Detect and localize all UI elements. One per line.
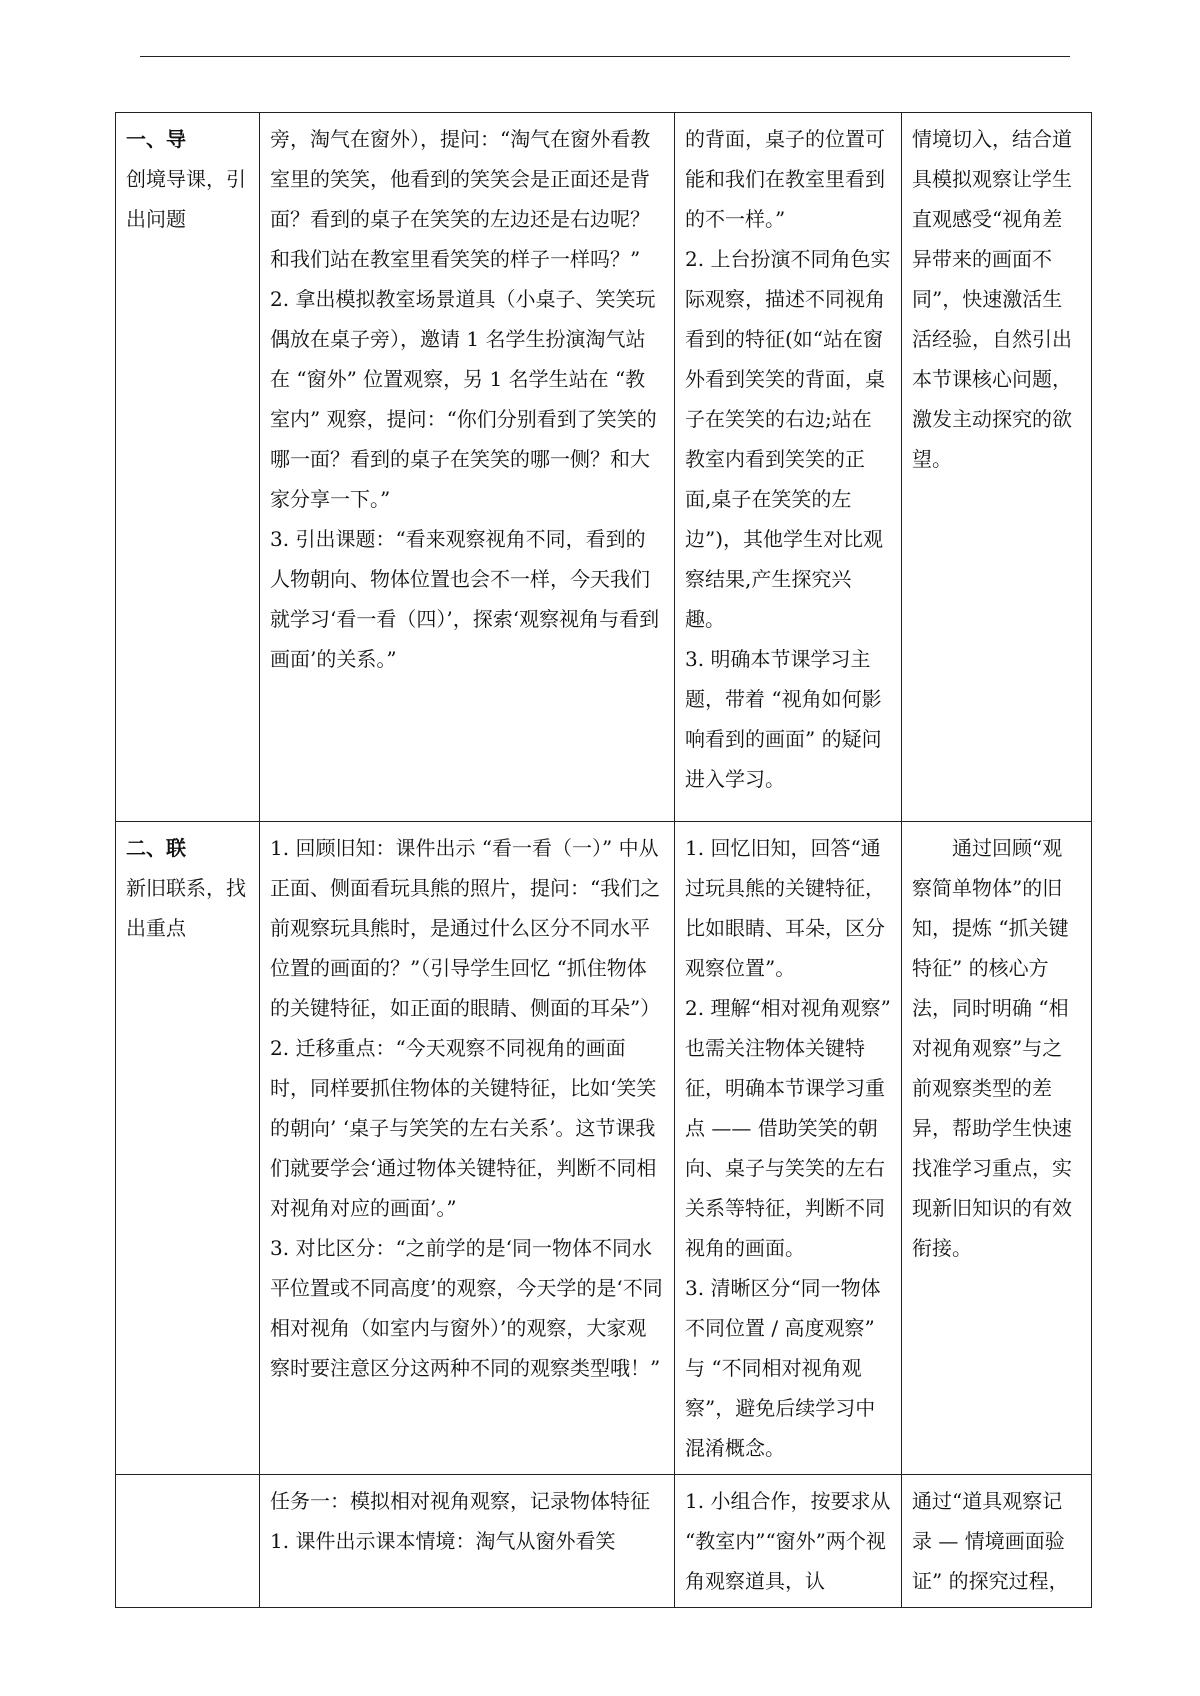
paragraph: 情境切入，结合道具模拟观察让学生直观感受“视角差异带来的画面不同”，快速激活生活经验，自然引出本节课核心问题，激发主动探究的欲望。	[912, 127, 1072, 471]
teacher-activity-cell	[260, 113, 675, 822]
paragraph: 旁，淘气在窗外），提问：“淘气在窗外看教室里的笑笑，他看到的笑笑会是正面还是背面？看到的桌子在笑笑的左边还是右边呢？和我们站在教室里看笑笑的样子一样吗？”	[270, 127, 651, 271]
teacher-activity-cell	[260, 1475, 675, 1608]
paragraph: 2. 迁移重点：“今天观察不同视角的画面时，同样要抓住物体的关键特征，比如‘笑笑的朝向’ ‘桌子与笑笑的左右关系’。这节课我们就要学会‘通过物体关键特征，判断不同相对视角对应的画面’。”	[270, 1036, 657, 1220]
stage-title: 一、导	[126, 127, 186, 151]
paragraph: 3. 清晰区分“同一物体不同位置 / 高度观察” 与 “不同相对视角观察”，避免后续学习中混淆概念。	[685, 1276, 881, 1460]
stage-subtitle: 新旧联系，找出重点	[126, 876, 246, 940]
teacher-activity-cell	[260, 822, 675, 1475]
student-activity-cell	[675, 1475, 902, 1608]
paragraph: 任务一：模拟相对视角观察，记录物体特征	[270, 1489, 650, 1513]
stage-title: 二、联	[126, 836, 186, 860]
header-rule	[140, 56, 1070, 57]
stage-cell	[116, 1475, 260, 1608]
paragraph: 通过回顾“观察简单物体”的旧知，提炼 “抓关键特征” 的核心方法，同时明确 “相对视角观察”与之前观察类型的差异，帮助学生快速找准学习重点，实现新旧知识的有效衔接。	[912, 836, 1072, 1260]
paragraph: 的背面，桌子的位置可能和我们在教室里看到的不一样。”	[685, 127, 885, 231]
table-row	[116, 822, 1092, 1475]
table-row	[116, 1475, 1092, 1608]
stage-cell	[116, 113, 260, 822]
lesson-plan-table	[115, 112, 1092, 1608]
table-row	[116, 113, 1092, 822]
design-intent-cell	[902, 822, 1092, 1475]
paragraph: 2. 上台扮演不同角色实际观察，描述不同视角看到的特征(如“站在窗外看到笑笑的背面，桌子在笑笑的右边;站在教室内看到笑笑的正面,桌子在笑笑的左边”)，其他学生对比观察结果,产生探究兴趣。	[685, 247, 891, 631]
paragraph: 1. 回顾旧知：课件出示 “看一看（一）” 中从正面、侧面看玩具熊的照片，提问：“我们之前观察玩具熊时，是通过什么区分不同水平位置的画面的？”（引导学生回忆 “抓住物体的关键特征，如正面的眼睛、侧面的耳朵”）	[270, 836, 661, 1020]
design-intent-cell	[902, 1475, 1092, 1608]
paragraph: 2. 理解“相对视角观察” 也需关注物体关键特征，明确本节课学习重点 —— 借助笑笑的朝向、桌子与笑笑的左右关系等特征，判断不同视角的画面。	[685, 996, 891, 1260]
paragraph: 3. 明确本节课学习主题，带着 “视角如何影响看到的画面” 的疑问进入学习。	[685, 647, 882, 791]
student-activity-cell	[675, 113, 902, 822]
paragraph: 2. 拿出模拟教室场景道具（小桌子、笑笑玩偶放在桌子旁），邀请 1 名学生扮演淘气站在 “窗外” 位置观察，另 1 名学生站在 “教室内” 观察，提问：“你们分别看到了笑笑的哪一面？看到的桌子在笑笑的哪一侧？和大家分享一下。”	[270, 287, 657, 511]
stage-cell	[116, 822, 260, 1475]
paragraph: 3. 引出课题：“看来观察视角不同，看到的人物朝向、物体位置也会不一样，今天我们就学习‘看一看（四）’，探索‘观察视角与看到画面’的关系。”	[270, 527, 660, 671]
paragraph: 1. 小组合作，按要求从 “教室内”“窗外”两个视角观察道具，认	[685, 1489, 891, 1593]
stage-subtitle: 创境导课，引出问题	[126, 167, 246, 231]
student-activity-cell	[675, 822, 902, 1475]
paragraph: 通过“道具观察记录 — 情境画面验证” 的探究过程，	[912, 1489, 1069, 1593]
design-intent-cell	[902, 113, 1092, 822]
paragraph: 1. 课件出示课本情境：淘气从窗外看笑	[270, 1529, 616, 1553]
paragraph: 1. 回忆旧知，回答“通过玩具熊的关键特征，比如眼睛、耳朵，区分观察位置”。	[685, 836, 885, 980]
paragraph: 3. 对比区分：“之前学的是‘同一物体不同水平位置或不同高度’的观察，今天学的是‘不同相对视角（如室内与窗外）’的观察，大家观察时要注意区分这两种不同的观察类型哦！”	[270, 1236, 663, 1380]
